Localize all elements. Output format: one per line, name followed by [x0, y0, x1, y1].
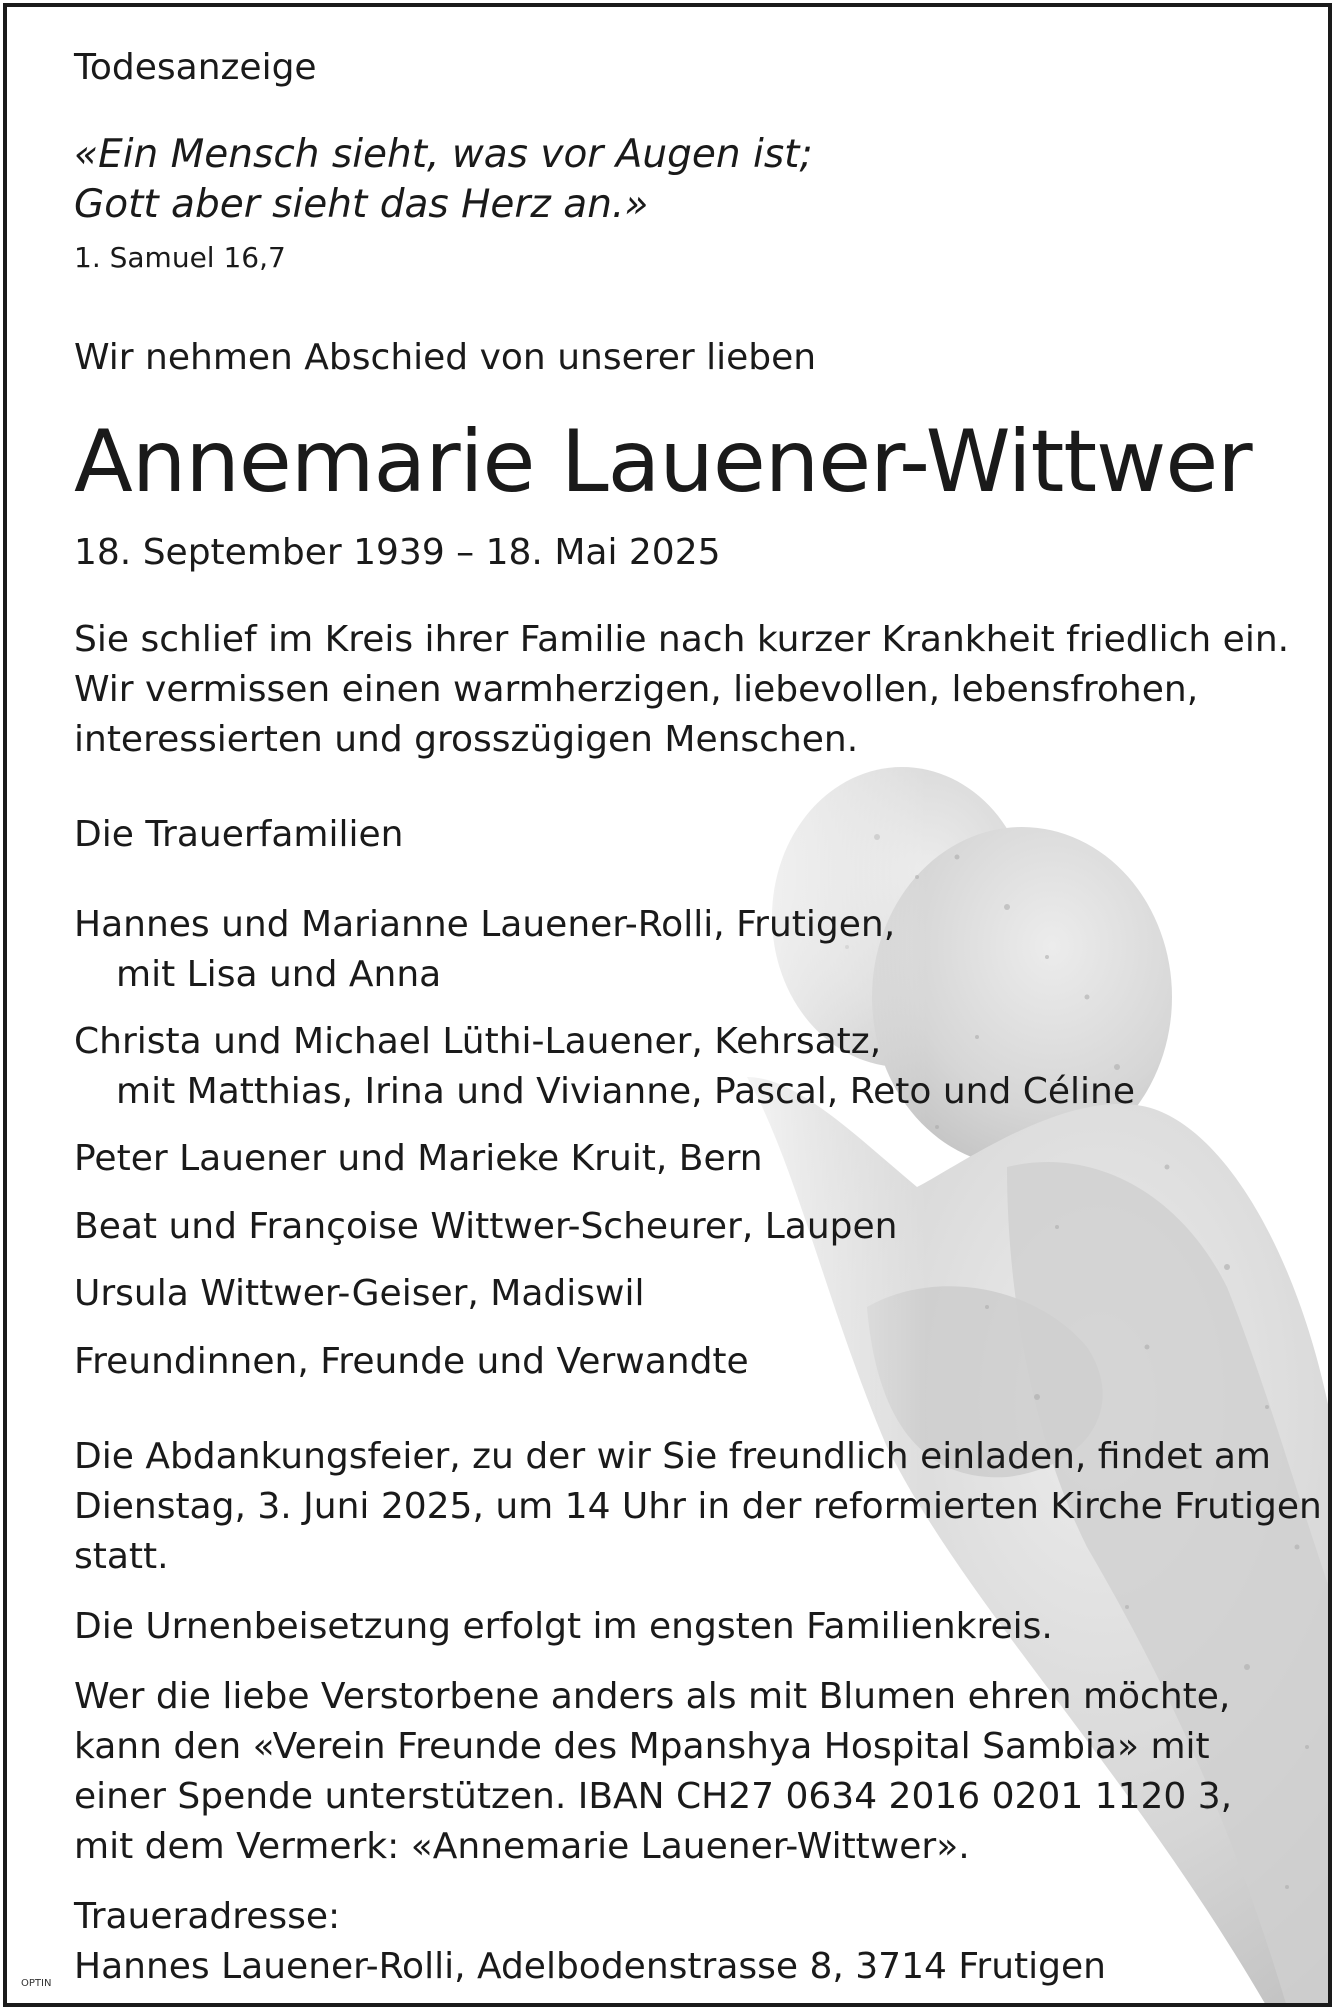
intro-text: Wir nehmen Abschied von unserer lieben [74, 337, 817, 378]
family-entry: Christa und Michael Lüthi-Lauener, Kehrsatz, [74, 1021, 882, 1062]
donation-line-3: einer Spende unterstützen. IBAN CH27 0634 2016 0201 1120 3, [74, 1776, 1233, 1817]
ceremony-line-1: Die Abdankungsfeier, zu der wir Sie freundlich einladen, findet am [74, 1436, 1271, 1477]
life-dates: 18. September 1939 – 18. Mai 2025 [74, 532, 721, 573]
quote-reference: 1. Samuel 16,7 [74, 241, 286, 274]
ceremony-line-2: Dienstag, 3. Juni 2025, um 14 Uhr in der reformierten Kirche Frutigen [74, 1486, 1322, 1527]
tribute-line-1: Sie schlief im Kreis ihrer Familie nach kurzer Krankheit friedlich ein. [74, 619, 1290, 660]
family-entry: Ursula Wittwer-Geiser, Madiswil [74, 1273, 645, 1314]
family-entry: Hannes und Marianne Lauener-Rolli, Frutigen, [74, 904, 896, 945]
family-entry: Freundinnen, Freunde und Verwandte [74, 1341, 749, 1382]
donation-line-4: mit dem Vermerk: «Annemarie Lauener-Wittwer». [74, 1826, 970, 1867]
deceased-name: Annemarie Lauener-Wittwer [74, 412, 1252, 512]
family-entry-children: mit Lisa und Anna [116, 954, 442, 995]
ceremony-line-3: statt. [74, 1536, 169, 1577]
tribute-line-3: interessierten und grosszügigen Menschen. [74, 719, 859, 760]
donation-line-2: kann den «Verein Freunde des Mpanshya Hospital Sambia» mit [74, 1726, 1210, 1767]
address-label: Traueradresse: [74, 1896, 341, 1937]
tribute-line-2: Wir vermissen einen warmherzigen, liebevollen, lebensfrohen, [74, 669, 1199, 710]
obituary-frame [3, 3, 1332, 2007]
burial-text: Die Urnenbeisetzung erfolgt im engsten Familienkreis. [74, 1606, 1053, 1647]
family-entry-children: mit Matthias, Irina und Vivianne, Pascal, Reto und Céline [116, 1071, 1136, 1112]
family-entry: Peter Lauener und Marieke Kruit, Bern [74, 1138, 763, 1179]
optin-label: OPTIN [21, 1978, 52, 1989]
families-heading: Die Trauerfamilien [74, 814, 404, 855]
notice-heading: Todesanzeige [74, 47, 317, 88]
donation-line-1: Wer die liebe Verstorbene anders als mit Blumen ehren möchte, [74, 1676, 1231, 1717]
family-entry: Beat und Françoise Wittwer-Scheurer, Laupen [74, 1206, 898, 1247]
mourning-address: Hannes Lauener-Rolli, Adelbodenstrasse 8, 3714 Frutigen [74, 1946, 1106, 1987]
quote-line-2: Gott aber sieht das Herz an.» [74, 182, 649, 227]
quote-line-1: «Ein Mensch sieht, was vor Augen ist; [74, 132, 813, 177]
